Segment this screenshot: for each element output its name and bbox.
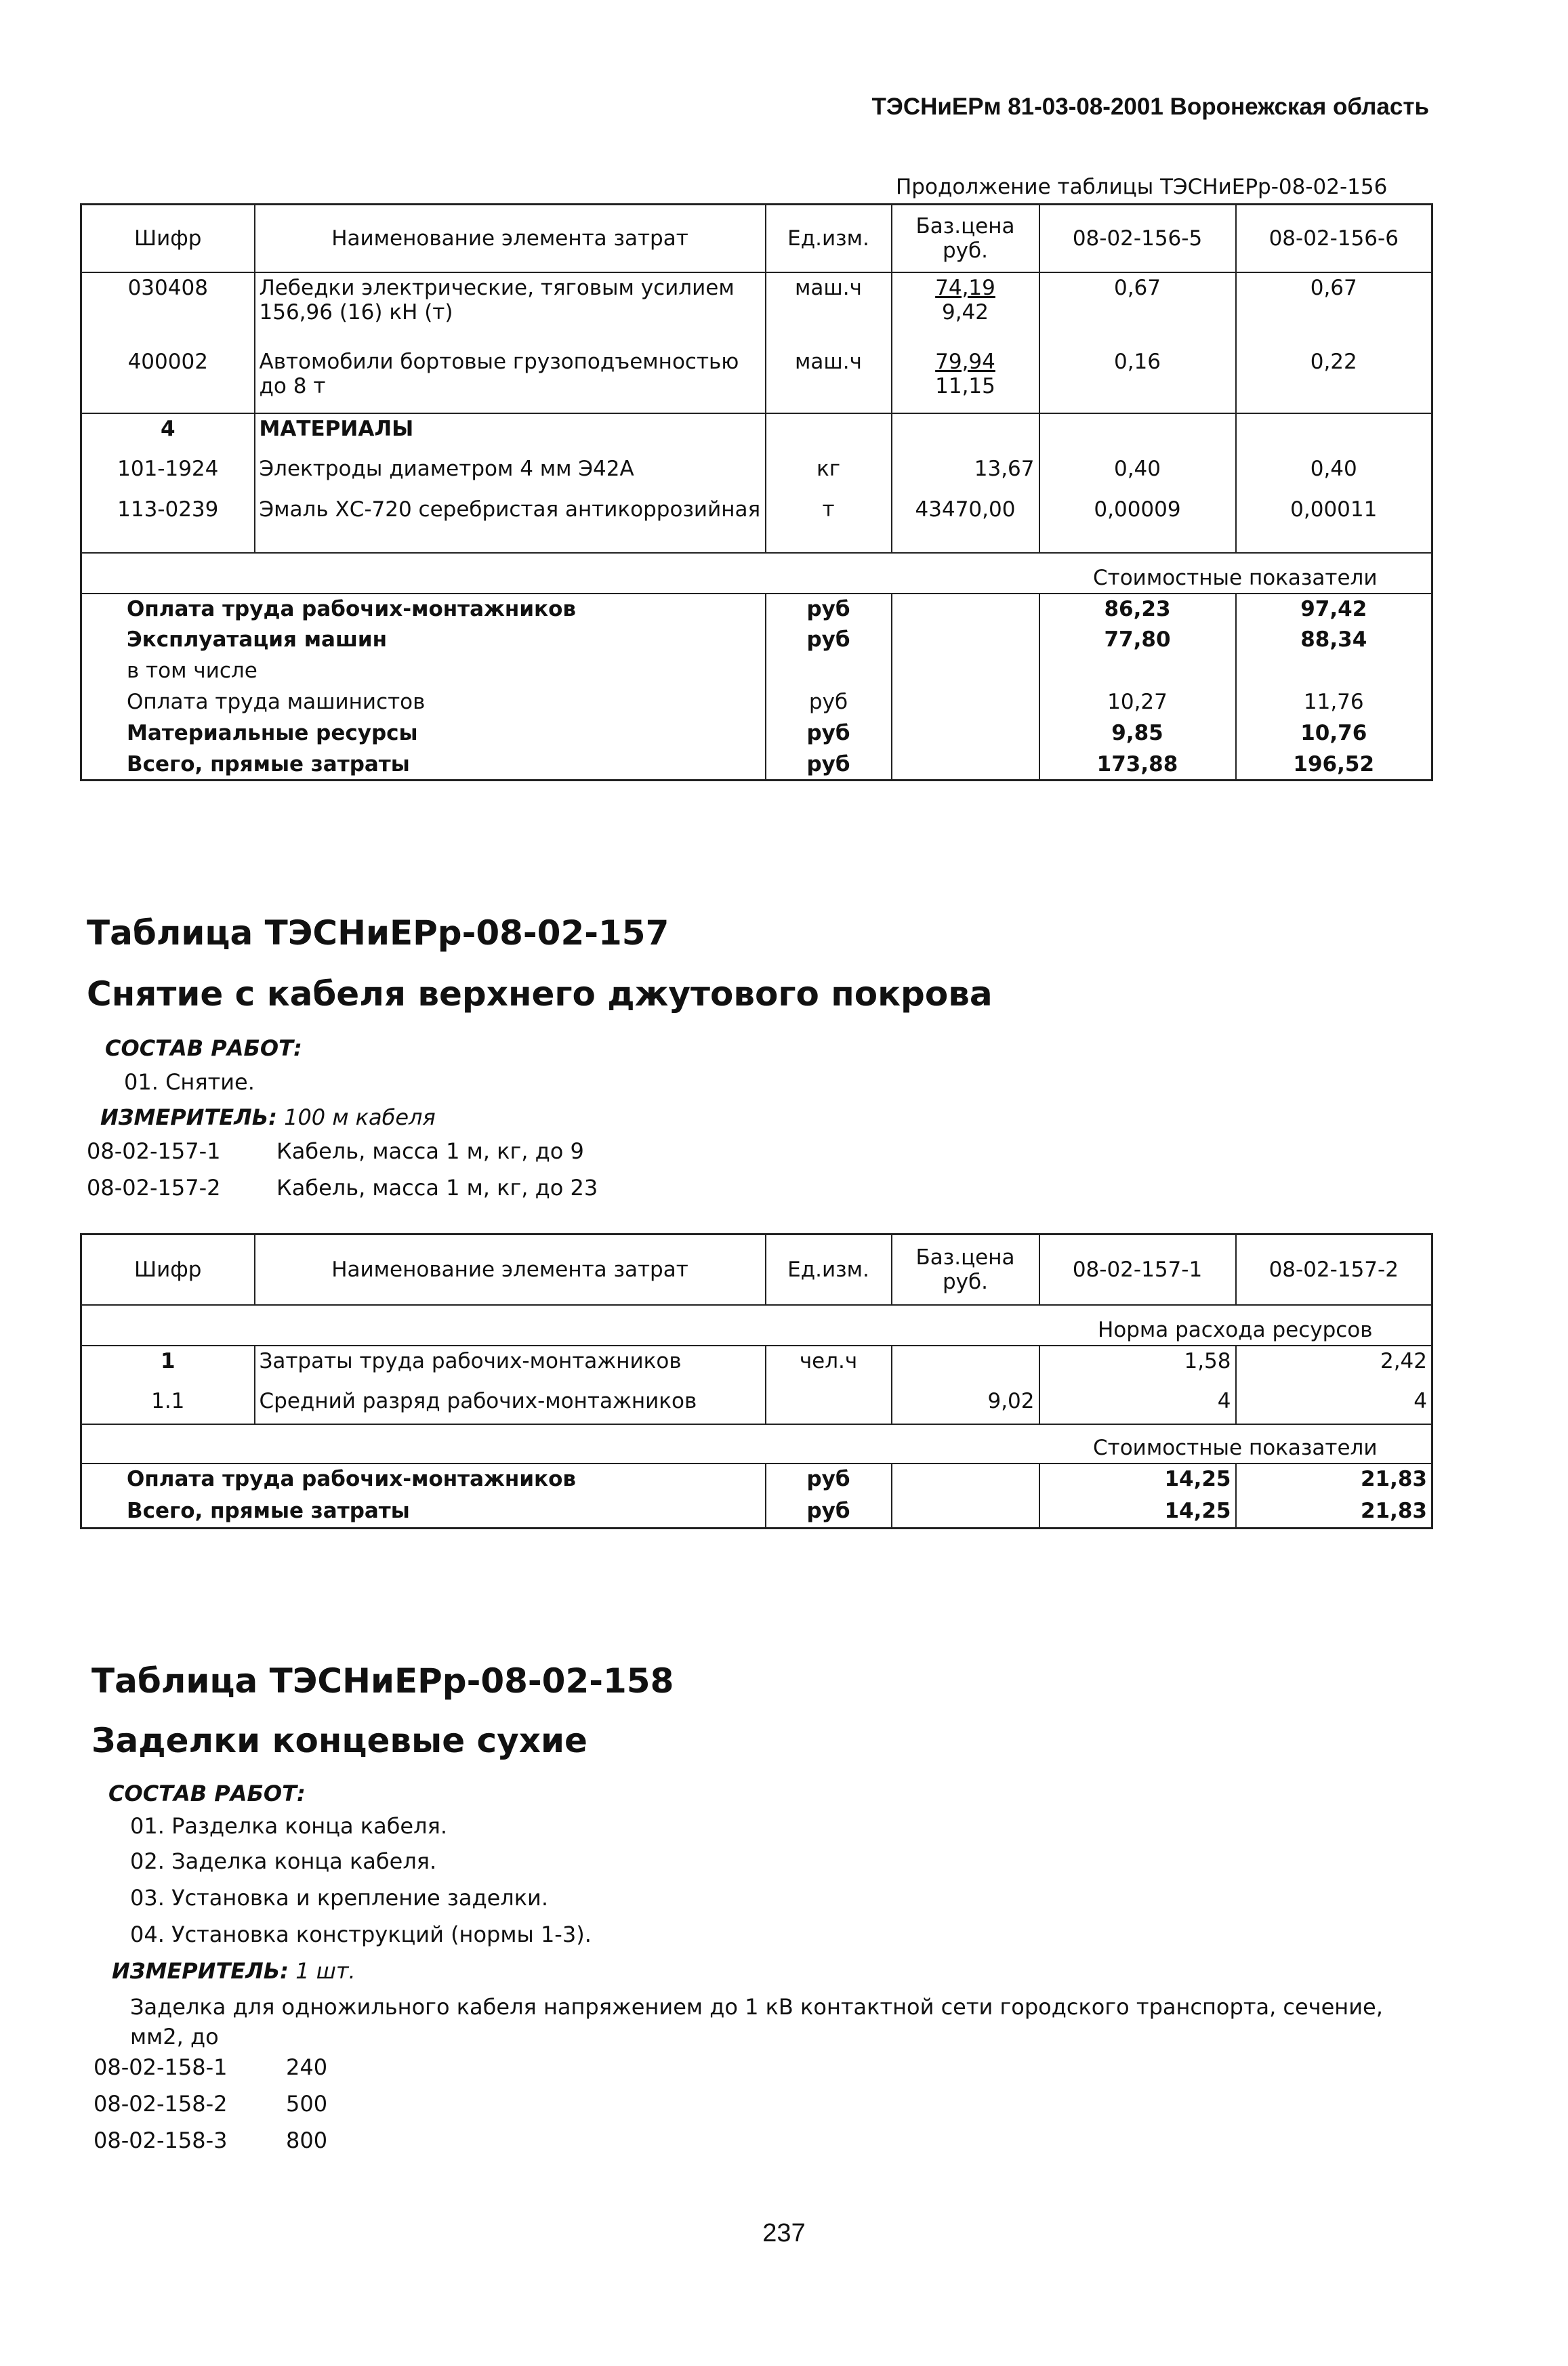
table-row xyxy=(81,1346,1432,1386)
cost-value-1: 10,27 xyxy=(1039,687,1236,718)
row-value-1: 1,58 xyxy=(1039,1346,1236,1386)
row-price-sub: 9,42 xyxy=(941,299,989,325)
works-item: 01. Снятие. xyxy=(124,1069,255,1095)
item-code: 08-02-157-1 xyxy=(87,1138,221,1164)
item-text: 240 xyxy=(286,2054,328,2080)
list-item xyxy=(87,1138,584,1164)
row-code: 1.1 xyxy=(151,1388,185,1413)
table-row xyxy=(81,1386,1432,1424)
works-item: 01. Разделка конца кабеля. xyxy=(130,1813,447,1839)
row-price xyxy=(892,1346,1039,1386)
cost-value-2: 10,76 xyxy=(1236,718,1432,749)
description: Заделка для одножильного кабеля напряжением до 1 кВ контактной сети городского транспорта, сечение, мм2, до xyxy=(130,1994,1383,2050)
cost-value-2: 21,83 xyxy=(1236,1496,1432,1529)
cost-row xyxy=(81,749,1432,781)
row-unit xyxy=(766,1386,892,1424)
row-value-2: 0,67 xyxy=(1236,272,1432,347)
cost-value-2 xyxy=(1236,656,1432,687)
table-row xyxy=(81,272,1432,347)
col-header-norm2: 08-02-156-6 xyxy=(1236,205,1432,272)
item-code: 08-02-157-2 xyxy=(87,1175,221,1201)
cost-row xyxy=(81,687,1432,718)
meter-label: ИЗМЕРИТЕЛЬ: xyxy=(112,1958,289,1984)
list-item xyxy=(94,2128,327,2153)
row-price-main: 74,19 xyxy=(935,275,995,300)
cost-row xyxy=(81,1464,1432,1496)
list-item xyxy=(87,1175,598,1201)
col-header-unit: Ед.изм. xyxy=(766,205,892,272)
cost-name: Эксплуатация машин xyxy=(127,627,388,652)
col-header-norm1: 08-02-157-1 xyxy=(1039,1234,1236,1305)
section-label: Стоимостные показатели xyxy=(1039,1424,1432,1464)
cost-name: Всего, прямые затраты xyxy=(127,1498,410,1523)
item-text: 800 xyxy=(286,2128,328,2153)
works-label: СОСТАВ РАБОТ: xyxy=(108,1781,306,1806)
cost-value-1: 86,23 xyxy=(1039,594,1236,625)
works-item: 04. Установка конструкций (нормы 1-3). xyxy=(130,1922,592,1947)
row-unit: маш.ч xyxy=(766,272,892,347)
col-header-norm2: 08-02-157-2 xyxy=(1236,1234,1432,1305)
row-price: 43470,00 xyxy=(892,495,1039,553)
row-price xyxy=(892,347,1039,413)
cost-name: Оплата труда машинистов xyxy=(127,689,426,714)
cost-value-2: 11,76 xyxy=(1236,687,1432,718)
cost-row xyxy=(81,594,1432,625)
table-row xyxy=(81,413,1432,454)
row-code: 030408 xyxy=(81,272,255,347)
row-unit: чел.ч xyxy=(766,1346,892,1386)
cost-value-1 xyxy=(1039,656,1236,687)
table-subtitle-157: Снятие с кабеля верхнего джутового покрова xyxy=(87,974,993,1014)
cost-name: Материальные ресурсы xyxy=(127,720,418,745)
cost-unit: руб xyxy=(766,687,892,718)
row-name: Автомобили бортовые грузоподъемностью до 8 т xyxy=(255,347,766,413)
meter-value: 100 м кабеля xyxy=(284,1104,436,1130)
section-row xyxy=(81,1424,1432,1464)
cost-value-1: 14,25 xyxy=(1039,1496,1236,1529)
item-code: 08-02-158-2 xyxy=(94,2091,228,2117)
cost-row xyxy=(81,656,1432,687)
section-row xyxy=(81,1305,1432,1346)
table-title-158: Таблица ТЭСНиЕРр-08-02-158 xyxy=(91,1661,674,1701)
row-code: 400002 xyxy=(127,349,208,374)
table-row xyxy=(81,347,1432,413)
table-header-row xyxy=(81,205,1432,272)
row-price: 13,67 xyxy=(892,454,1039,495)
section-label: Стоимостные показатели xyxy=(1039,553,1432,594)
cost-unit: руб xyxy=(766,1496,892,1529)
col-header-code: Шифр xyxy=(134,226,202,251)
meter-line xyxy=(112,1958,356,1984)
row-name: Электроды диаметром 4 мм Э42А xyxy=(255,454,766,495)
row-code: 113-0239 xyxy=(117,497,219,522)
cost-value-2: 21,83 xyxy=(1236,1464,1432,1496)
table-row xyxy=(81,454,1432,495)
cost-unit xyxy=(766,656,892,687)
cost-value-1: 173,88 xyxy=(1039,749,1236,781)
col-header-name: Наименование элемента затрат xyxy=(255,205,766,272)
cost-value-1: 77,80 xyxy=(1039,625,1236,656)
row-price-sub: 11,15 xyxy=(935,373,995,398)
row-value-2: 0,22 xyxy=(1236,347,1432,413)
cost-name: в том числе xyxy=(127,658,257,683)
cost-unit: руб xyxy=(766,625,892,656)
section-label: Норма расхода ресурсов xyxy=(1039,1305,1432,1346)
resource-table-157 xyxy=(80,1233,1433,1529)
page-header: ТЭСНиЕРм 81-03-08-2001 Воронежская область xyxy=(871,94,1429,120)
col-header-price: Баз.цена руб. xyxy=(892,205,1039,272)
cost-value-2: 88,34 xyxy=(1236,625,1432,656)
row-value-1: 0,67 xyxy=(1039,272,1236,347)
page-number: 237 xyxy=(762,2219,806,2247)
item-text: Кабель, масса 1 м, кг, до 23 xyxy=(276,1175,598,1201)
cost-value-1: 9,85 xyxy=(1039,718,1236,749)
cost-row xyxy=(81,1496,1432,1529)
row-price-main: 79,94 xyxy=(935,349,995,374)
works-label: СОСТАВ РАБОТ: xyxy=(105,1035,302,1061)
table-row xyxy=(81,495,1432,553)
meter-line xyxy=(100,1104,436,1130)
list-item xyxy=(94,2091,327,2117)
row-value-2: 4 xyxy=(1236,1386,1432,1424)
cost-value-2: 97,42 xyxy=(1236,594,1432,625)
list-item xyxy=(94,2054,327,2080)
cost-value-2: 196,52 xyxy=(1236,749,1432,781)
table-caption: Продолжение таблицы ТЭСНиЕРр-08-02-156 xyxy=(896,175,1388,199)
cost-name: Всего, прямые затраты xyxy=(127,751,410,776)
row-value-2: 0,40 xyxy=(1236,454,1432,495)
cost-unit: руб xyxy=(766,1464,892,1496)
table-title-157: Таблица ТЭСНиЕРр-08-02-157 xyxy=(87,913,669,953)
row-code: 101-1924 xyxy=(117,456,219,481)
item-text: 500 xyxy=(286,2091,328,2117)
item-text: Кабель, масса 1 м, кг, до 9 xyxy=(276,1138,584,1164)
row-value-2: 0,00011 xyxy=(1236,495,1432,553)
works-item: 03. Установка и крепление заделки. xyxy=(130,1885,548,1911)
col-header-unit: Ед.изм. xyxy=(766,1234,892,1305)
meter-value: 1 шт. xyxy=(295,1958,356,1984)
cost-value-1: 14,25 xyxy=(1039,1464,1236,1496)
row-value-2: 2,42 xyxy=(1236,1346,1432,1386)
cost-name: Оплата труда рабочих-монтажников xyxy=(81,1464,766,1496)
row-unit: маш.ч xyxy=(766,347,892,413)
cost-row xyxy=(81,625,1432,656)
row-code: 4 xyxy=(81,413,255,454)
resource-table-156 xyxy=(80,203,1433,781)
row-value-1: 0,16 xyxy=(1039,347,1236,413)
table-subtitle-158: Заделки концевые сухие xyxy=(91,1721,587,1760)
col-header-code: Шифр xyxy=(134,1257,202,1282)
row-name: Затраты труда рабочих-монтажников xyxy=(255,1346,766,1386)
cost-unit: руб xyxy=(766,749,892,781)
item-code: 08-02-158-1 xyxy=(94,2054,228,2080)
row-unit: кг xyxy=(766,454,892,495)
col-header-name: Наименование элемента затрат xyxy=(255,1234,766,1305)
row-value-1: 4 xyxy=(1039,1386,1236,1424)
col-header-price: Баз.цена руб. xyxy=(892,1234,1039,1305)
cost-name: Оплата труда рабочих-монтажников xyxy=(81,594,766,625)
row-price: 9,02 xyxy=(892,1386,1039,1424)
row-value-1: 0,00009 xyxy=(1039,495,1236,553)
row-code: 1 xyxy=(81,1346,255,1386)
row-name: Лебедки электрические, тяговым усилием 156,96 (16) кН (т) xyxy=(255,272,766,347)
cost-row xyxy=(81,718,1432,749)
col-header-norm1: 08-02-156-5 xyxy=(1039,205,1236,272)
section-row xyxy=(81,553,1432,594)
row-value-1: 0,40 xyxy=(1039,454,1236,495)
cost-unit: руб xyxy=(766,718,892,749)
section-heading: МАТЕРИАЛЫ xyxy=(255,413,766,454)
table-header-row xyxy=(81,1234,1432,1305)
row-name: Средний разряд рабочих-монтажников xyxy=(255,1386,766,1424)
item-code: 08-02-158-3 xyxy=(94,2128,228,2153)
meter-label: ИЗМЕРИТЕЛЬ: xyxy=(100,1104,277,1130)
works-item: 02. Заделка конца кабеля. xyxy=(130,1848,437,1874)
row-unit: т xyxy=(766,495,892,553)
row-price xyxy=(892,272,1039,347)
cost-unit: руб xyxy=(766,594,892,625)
row-name: Эмаль ХС-720 серебристая антикоррозийная xyxy=(255,495,766,553)
